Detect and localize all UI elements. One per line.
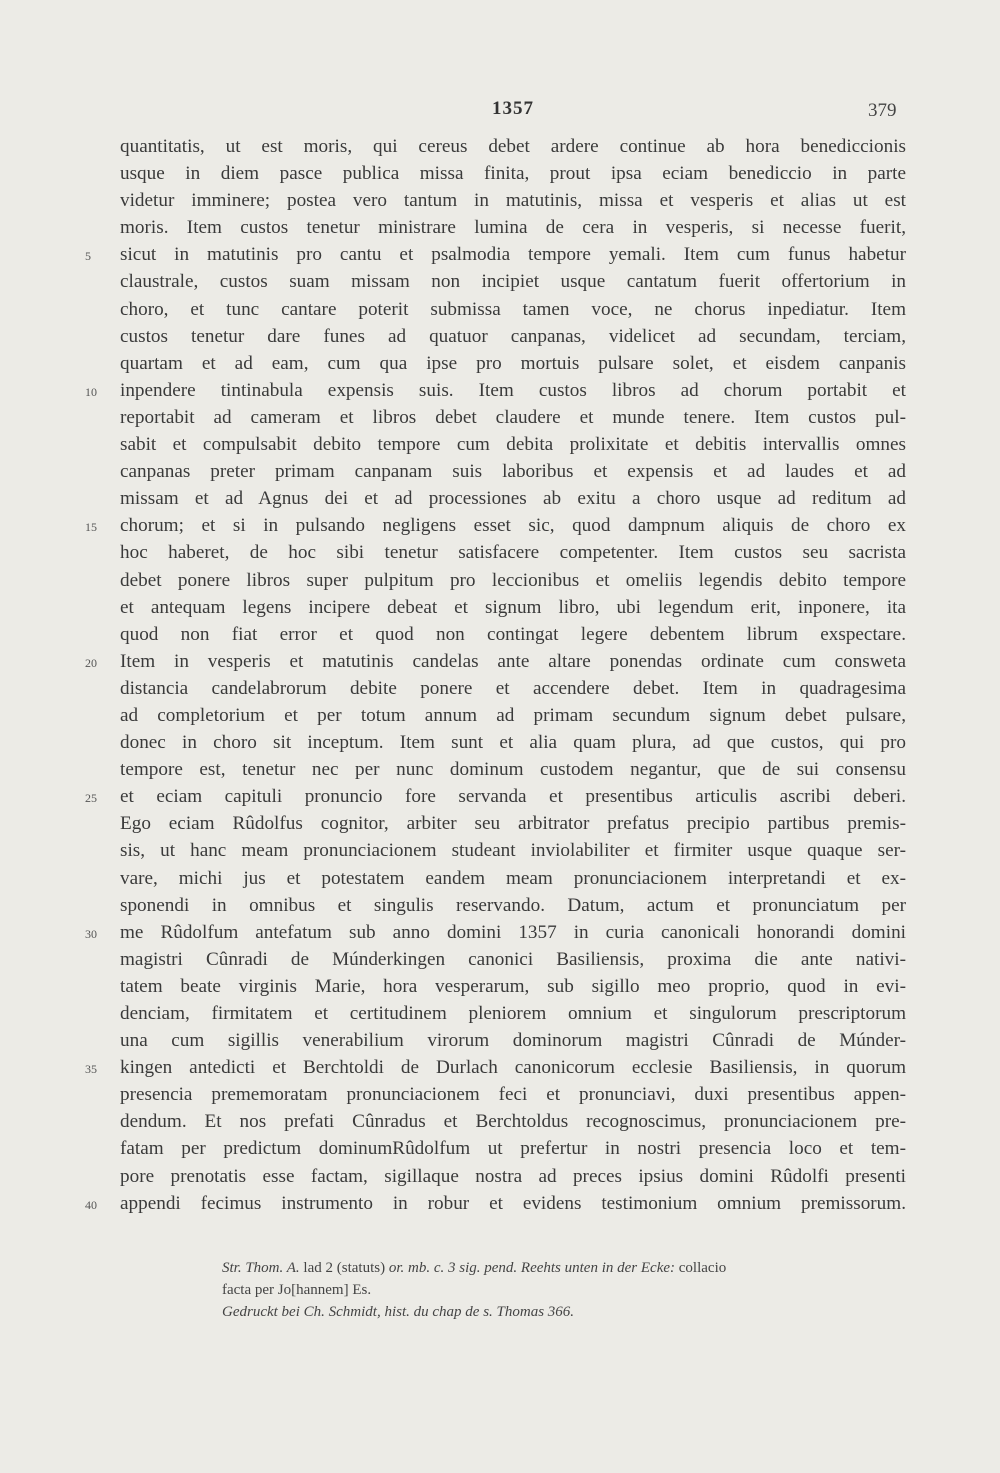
line-number: 35 bbox=[85, 1062, 97, 1077]
line-text: sabit et compulsabit debito tempore cum debita prolixitate et debitis intervallis omnes bbox=[120, 434, 906, 456]
text-line bbox=[0, 756, 1000, 783]
text-line bbox=[0, 1054, 1000, 1081]
text-line bbox=[0, 702, 1000, 729]
line-number: 40 bbox=[85, 1197, 97, 1212]
line-text: una cum sigillis venerabilium virorum dominorum magistri Cûnradi de Múnder- bbox=[120, 1030, 906, 1052]
line-text: custos tenetur dare funes ad quatuor canpanas, videlicet ad secundam, terciam, bbox=[120, 325, 906, 347]
line-text: missam et ad Agnus dei et ad processiones ab exitu a choro usque ad reditum ad bbox=[120, 488, 906, 510]
line-text: et eciam capituli pronuncio fore servanda et presentibus articulis ascribi deberi. bbox=[120, 786, 906, 808]
line-text: dendum. Et nos prefati Cûnradus et Berchtoldus recognoscimus, pronunciacionem pre- bbox=[120, 1111, 906, 1133]
line-number: 25 bbox=[85, 791, 97, 806]
line-text: moris. Item custos tenetur ministrare lumina de cera in vesperis, si necesse fuerit, bbox=[120, 217, 906, 239]
text-line bbox=[0, 648, 1000, 675]
text-line bbox=[0, 783, 1000, 810]
text-line bbox=[0, 675, 1000, 702]
text-line bbox=[0, 539, 1000, 566]
line-text: choro, et tunc cantare poterit submissa tamen voce, ne chorus inpediatur. Item bbox=[120, 298, 906, 320]
text-line bbox=[0, 214, 1000, 241]
text-line bbox=[0, 1081, 1000, 1108]
line-text: distancia candelabrorum debite ponere et accendere debet. Item in quadragesima bbox=[120, 677, 906, 699]
text-line bbox=[0, 1000, 1000, 1027]
line-text: quantitatis, ut est moris, qui cereus debet ardere continue ab hora benediccionis bbox=[120, 136, 906, 157]
text-line bbox=[0, 268, 1000, 295]
line-text: et antequam legens incipere debeat et signum libro, ubi legendum erit, inponere, ita bbox=[120, 596, 906, 618]
line-text: donec in choro sit inceptum. Item sunt et alia quam plura, ad que custos, qui pro bbox=[120, 732, 906, 754]
text-line bbox=[0, 458, 1000, 485]
note-line bbox=[222, 1257, 906, 1279]
text-line bbox=[0, 160, 1000, 187]
line-text: fatam per predictum dominumRûdolfum ut prefertur in nostri presencia loco et tem- bbox=[120, 1138, 906, 1160]
line-number: 5 bbox=[85, 249, 91, 264]
text-line bbox=[0, 512, 1000, 539]
line-text: kingen antedicti et Berchtoldi de Durlach canonicorum ecclesie Basiliensis, in quorum bbox=[120, 1057, 906, 1079]
text-line bbox=[0, 1163, 1000, 1190]
text-line bbox=[0, 1135, 1000, 1162]
page-year: 1357 bbox=[492, 98, 534, 119]
text-line bbox=[0, 729, 1000, 756]
text-line bbox=[0, 323, 1000, 350]
archive-location: lad 2 (statuts) bbox=[303, 1260, 386, 1276]
line-number: 10 bbox=[85, 384, 97, 399]
line-text: denciam, firmitatem et certitudinem pleniorem omnium et singulorum prescriptorum bbox=[120, 1003, 906, 1024]
text-line bbox=[0, 837, 1000, 864]
line-text: videtur imminere; postea vero tantum in matutinis, missa et vesperis et alias ut est bbox=[120, 190, 906, 212]
print-reference-text: Gedruckt bei Ch. Schmidt, hist. du chap de s. Thomas 366. bbox=[222, 1304, 575, 1320]
text-line bbox=[0, 567, 1000, 594]
line-text: sponendi in omnibus et singulis reservando. Datum, actum et pronunciatum per bbox=[120, 894, 906, 916]
line-number: 15 bbox=[85, 520, 97, 535]
text-line bbox=[0, 973, 1000, 1000]
line-text: tempore est, tenetur nec per nunc dominum custodem negantur, que de sui consensu bbox=[120, 759, 906, 781]
text-line bbox=[0, 1027, 1000, 1054]
line-text: sis, ut hanc meam pronunciacionem studeant inviolabiliter et firmiter usque quaque ser- bbox=[120, 840, 906, 862]
page-header bbox=[0, 98, 1000, 128]
line-text: debet ponere libros super pulpitum pro leccionibus et omeliis legendis debito tempore bbox=[120, 569, 906, 591]
note-line: facta per Jo[hannem] Es. bbox=[222, 1282, 372, 1298]
line-text: presencia prememoratam pronunciacionem feci et pronunciavi, duxi presentibus appen- bbox=[120, 1084, 906, 1106]
text-line bbox=[0, 431, 1000, 458]
line-text: tatem beate virginis Marie, hora vesperarum, sub sigillo meo proprio, quod in evi- bbox=[120, 975, 906, 997]
text-line bbox=[0, 485, 1000, 512]
main-text bbox=[0, 133, 1000, 1217]
document-description: or. mb. c. 3 sig. pend. Reehts unten in der Ecke: bbox=[388, 1260, 676, 1276]
text-line bbox=[0, 350, 1000, 377]
text-line bbox=[0, 404, 1000, 431]
line-text: canpanas preter primam canpanam suis laboribus et expensis et ad laudes et ad bbox=[120, 461, 906, 483]
text-line bbox=[0, 377, 1000, 404]
text-line bbox=[0, 919, 1000, 946]
line-text: pore prenotatis esse factam, sigillaque nostra ad preces ipsius domini Rûdolfi presenti bbox=[120, 1165, 906, 1187]
line-text: ad completorium et per totum annum ad primam secundum signum debet pulsare, bbox=[120, 704, 906, 726]
print-reference bbox=[222, 1301, 906, 1323]
line-number: 20 bbox=[85, 655, 97, 670]
line-text: sicut in matutinis pro cantu et psalmodia tempore yemali. Item cum funus habetur bbox=[120, 244, 906, 266]
text-line bbox=[0, 296, 1000, 323]
text-line bbox=[0, 946, 1000, 973]
line-text: vare, michi jus et potestatem eandem meam pronunciacionem interpretandi et ex- bbox=[120, 867, 906, 889]
line-text: Item in vesperis et matutinis candelas ante altare ponendas ordinate cum consweta bbox=[120, 650, 906, 672]
line-text: inpendere tintinabula expensis suis. Item custos libros ad chorum portabit et bbox=[120, 379, 906, 401]
collation-note: collacio bbox=[678, 1260, 727, 1276]
text-line bbox=[0, 621, 1000, 648]
line-text: reportabit ad cameram et libros debet claudere et munde tenere. Item custos pul- bbox=[120, 406, 906, 428]
text-line bbox=[0, 1108, 1000, 1135]
line-text: quartam et ad eam, cum qua ipse pro mortuis pulsare solet, et eisdem canpanis bbox=[120, 352, 906, 374]
line-text: magistri Cûnradi de Múnderkingen canonici Basiliensis, proxima die ante nativi- bbox=[120, 948, 906, 970]
text-line bbox=[0, 892, 1000, 919]
archive-reference: Str. Thom. A. bbox=[222, 1260, 300, 1276]
text-line bbox=[0, 133, 1000, 160]
text-line bbox=[0, 1190, 1000, 1217]
line-text: hoc haberet, de hoc sibi tenetur satisfacere competenter. Item custos seu sacrista bbox=[120, 542, 906, 564]
text-line bbox=[0, 865, 1000, 892]
text-line bbox=[0, 241, 1000, 268]
source-notes bbox=[222, 1257, 906, 1323]
text-line bbox=[0, 810, 1000, 837]
line-text: Ego eciam Rûdolfus cognitor, arbiter seu arbitrator prefatus precipio partibus premis- bbox=[120, 813, 906, 835]
line-text: chorum; et si in pulsando negligens esset sic, quod dampnum aliquis de choro ex bbox=[120, 515, 906, 537]
line-text: quod non fiat error et quod non contingat legere debentem librum exspectare. bbox=[120, 623, 906, 645]
page-number: 379 bbox=[868, 100, 897, 121]
line-text: me Rûdolfum antefatum sub anno domini 1357 in curia canonicali honorandi domini bbox=[120, 921, 906, 943]
text-line bbox=[0, 187, 1000, 214]
line-text: claustrale, custos suam missam non incipiet usque cantatum fuerit offertorium in bbox=[120, 271, 906, 293]
line-text: appendi fecimus instrumento in robur et evidens testimonium omnium premissorum. bbox=[120, 1192, 906, 1214]
text-line bbox=[0, 594, 1000, 621]
line-text: usque in diem pasce publica missa finita, prout ipsa eciam benediccio in parte bbox=[120, 163, 906, 185]
line-number: 30 bbox=[85, 926, 97, 941]
